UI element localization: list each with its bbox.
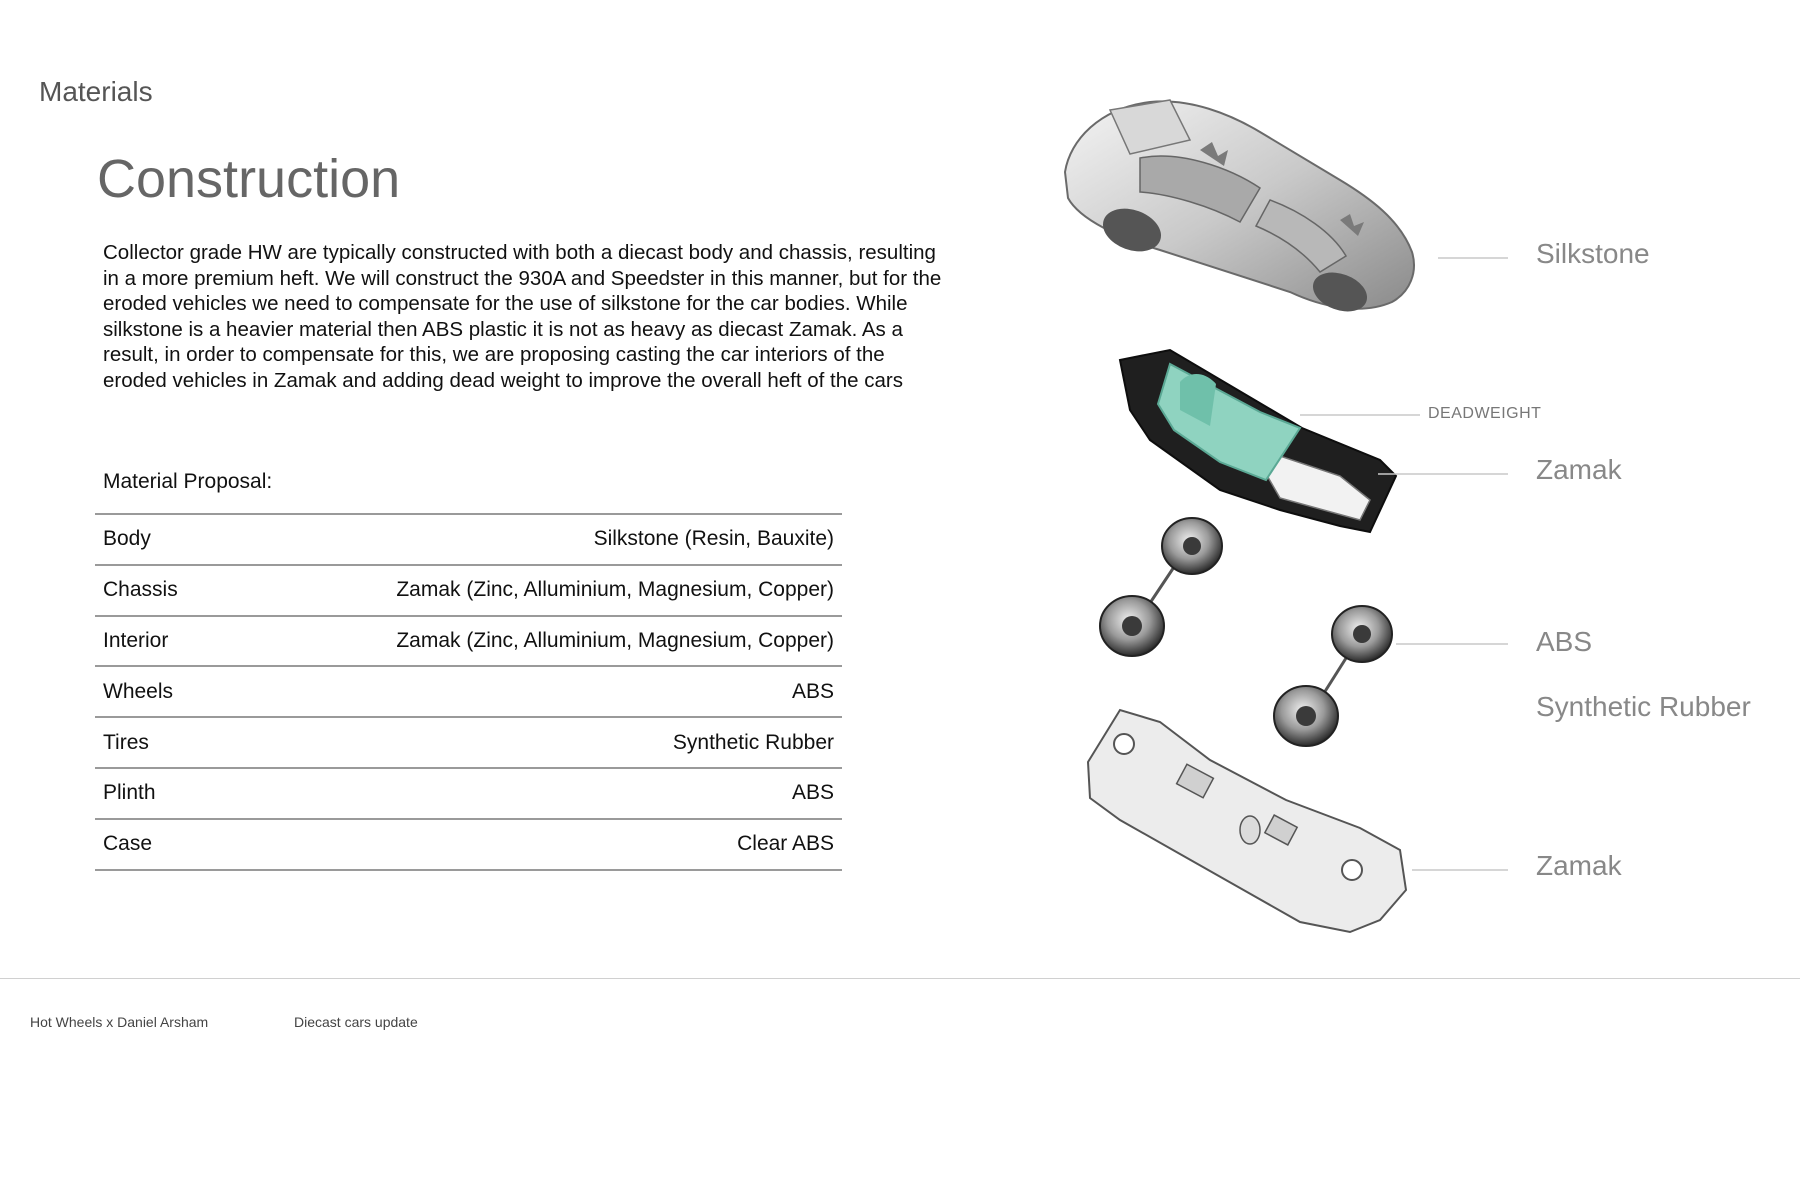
wheel-set-rear	[1274, 606, 1392, 746]
part-material: Synthetic Rubber	[672, 730, 834, 754]
leader-lines	[1300, 258, 1508, 870]
table-row	[95, 768, 842, 819]
table-row	[95, 666, 842, 717]
chassis-part	[1088, 710, 1406, 932]
table-row	[95, 819, 842, 870]
part-material: Zamak (Zinc, Alluminium, Magnesium, Copper)	[396, 628, 834, 652]
part-name: Body	[103, 527, 151, 551]
callout-interior-zamak: Zamak	[1536, 454, 1622, 485]
callout-body-silkstone: Silkstone	[1536, 238, 1650, 269]
part-name: Wheels	[103, 679, 174, 703]
part-material: ABS	[791, 781, 834, 805]
wheel-set-front	[1100, 518, 1222, 656]
table-row	[95, 616, 842, 667]
part-material: Zamak (Zinc, Alluminium, Magnesium, Copper)	[396, 578, 834, 602]
part-material: Silkstone (Resin, Bauxite)	[593, 527, 834, 551]
exploded-view-illustration	[1040, 80, 1760, 950]
material-proposal-label: Material Proposal:	[103, 470, 273, 493]
part-material: ABS	[791, 679, 834, 703]
table-row	[95, 565, 842, 616]
part-name: Plinth	[103, 781, 156, 805]
table-row	[95, 514, 842, 565]
callout-chassis-zamak: Zamak	[1536, 850, 1622, 881]
table-row	[95, 717, 842, 768]
part-name: Chassis	[103, 578, 178, 602]
part-material: Clear ABS	[737, 832, 834, 856]
callout-tires-rubber: Synthetic Rubber	[1536, 691, 1751, 722]
interior-part	[1120, 350, 1396, 532]
material-table	[95, 513, 842, 871]
footer-doc-title: Diecast cars update	[294, 1014, 418, 1030]
callout-deadweight: DEADWEIGHT	[1428, 405, 1542, 422]
part-name: Interior	[103, 628, 169, 652]
part-name: Case	[103, 832, 153, 856]
page-title: Construction	[97, 149, 401, 209]
section-label: Materials	[39, 76, 153, 107]
part-name: Tires	[103, 730, 149, 754]
footer-divider	[0, 978, 1800, 979]
footer-brand: Hot Wheels x Daniel Arsham	[30, 1014, 209, 1030]
intro-paragraph: Collector grade HW are typically constructed with both a diecast body and chassis, resulting in a more premium heft. We will construct the 930A and Speedster in this manner, but for the eroded vehicles we need to compensate for the use of silkstone for the car bodies. While silkstone is a heavier material then ABS plastic it is not as heavy as diecast Zamak. As a result, in order to compensate for this, we are proposing casting the car interiors of the eroded vehicles in Zamak and adding dead weight to improve the overall heft of the cars	[103, 241, 942, 392]
car-body-part	[1065, 100, 1414, 318]
callout-wheels-abs: ABS	[1536, 626, 1593, 657]
exploded-car-diagram	[1040, 80, 1760, 950]
